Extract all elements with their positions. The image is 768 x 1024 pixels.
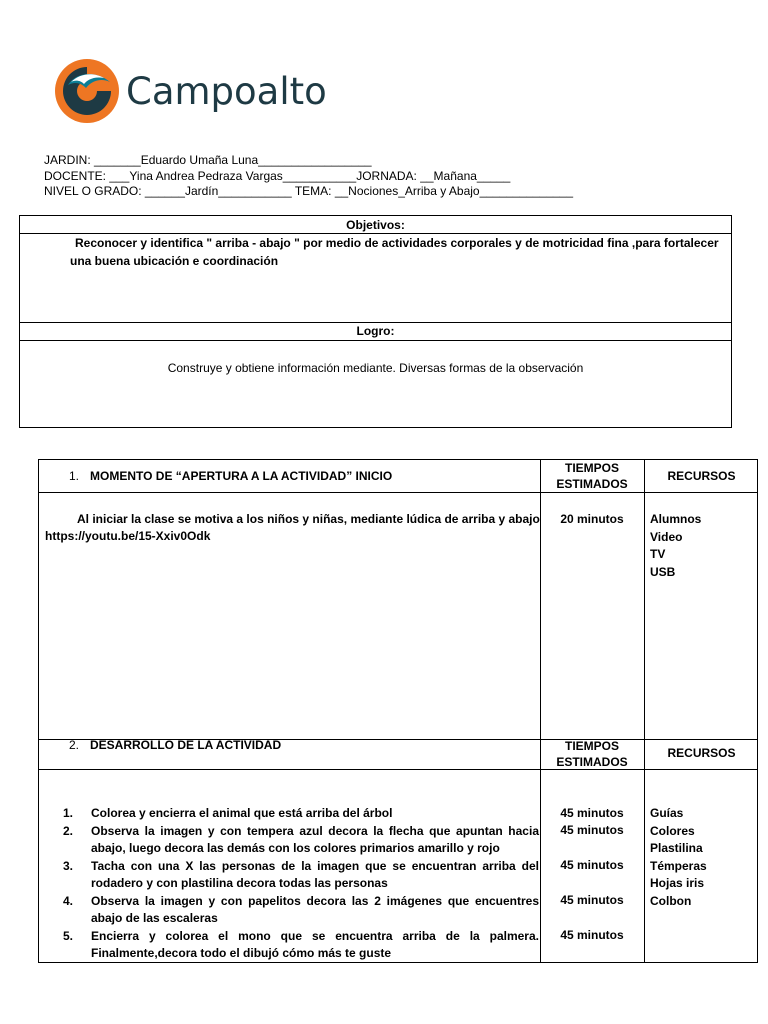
section2-title: DESARROLLO DE LA ACTIVIDAD [90,738,282,752]
list-item: 3. Tacha con una X las personas de la imagen que se encuentran arriba del rodadero y con plastilina decora todas las personas [63,858,539,890]
activity-table [38,459,758,963]
list-item: 2. Observa la imagen y con tempera azul decora la flecha que apuntan hacia abajo, luego decora las demás con los colores primarios amarillo y rojo [63,823,539,855]
section2-time-4: 45 minutos [560,893,624,907]
divider [20,322,731,323]
logo-text: Campoalto [126,69,327,113]
row-divider [39,492,757,493]
header-docente: DOCENTE: ___Yina Andrea Pedraza Vargas___________JORNADA: __Mañana_____ [44,168,511,183]
section2-number: 2. [69,738,80,752]
column-divider [644,460,645,962]
section1-resources-header: RECURSOS [667,469,736,483]
divider [20,340,731,341]
section2-time-1: 45 minutos [560,806,624,820]
section1-time: 20 minutos [560,512,624,526]
section2-time-3: 45 minutos [560,858,624,872]
resource-item: USB [650,564,676,579]
resource-item: Guías [650,806,684,820]
column-divider [540,460,541,962]
resource-item: Colores [650,823,695,838]
objetivos-text-line1: Reconocer y identifica " arriba - abajo " por medio de actividades corporales y de motricidad fina ,para fortalecer [75,236,719,250]
list-item: 4. Observa la imagen y con papelitos decora las 2 imágenes que encuentres abajo de las escaleras [63,893,539,925]
objetivos-text-line2: una buena ubicación e coordinación [70,254,279,268]
header-nivel: NIVEL O GRADO: ______Jardín___________ TEMA: __Nociones_Arriba y Abajo______________ [44,184,574,198]
resource-item: TV [650,547,666,561]
section1-link[interactable]: https://youtu.be/15-Xxiv0Odk [45,529,211,543]
logro-text: Construye y obtiene información mediante. Diversas formas de la observación [167,361,584,375]
section1-text-line1: Al iniciar la clase se motiva a los niños y niñas, mediante lúdica de arriba y abajo [77,512,540,526]
resource-item: Colbon [650,893,692,908]
resource-item: Video [650,529,683,544]
section2-resources [650,805,707,910]
list-item: 5. Encierra y colorea el mono que se encuentra arriba de la palmera. Finalmente,decora todo el dibujó cómo más te guste [63,928,539,960]
section1-times-header: TIEMPOS ESTIMADOS [556,461,628,491]
campoalto-logo-icon [54,58,120,124]
header-jardin: JARDIN: _______Eduardo Umaña Luna_________________ [44,153,372,167]
section1-resources [650,511,701,581]
section2-resources-header: RECURSOS [667,746,736,760]
resource-item: Témperas [650,858,707,873]
list-item: 1. Colorea y encierra el animal que está arriba del árbol [63,806,393,820]
resource-item: Hojas iris [650,876,705,890]
logro-heading: Logro: [356,324,395,338]
section2-times-header: TIEMPOS ESTIMADOS [556,739,628,769]
section2-time-5: 45 minutos [560,928,624,942]
objetivos-heading: Objetivos: [346,218,405,232]
section1-number: 1. [69,469,80,483]
resource-item: Alumnos [650,512,702,526]
row-divider [39,769,757,770]
objetivos-logro-box [19,215,732,428]
resource-item: Plastilina [650,841,703,855]
campoalto-logo [54,56,327,126]
header-info [44,153,573,200]
section1-title: MOMENTO DE “APERTURA A LA ACTIVIDAD” INICIO [90,469,393,483]
section2-time-2: 45 minutos [560,823,624,837]
section2-activity-list [63,805,539,963]
